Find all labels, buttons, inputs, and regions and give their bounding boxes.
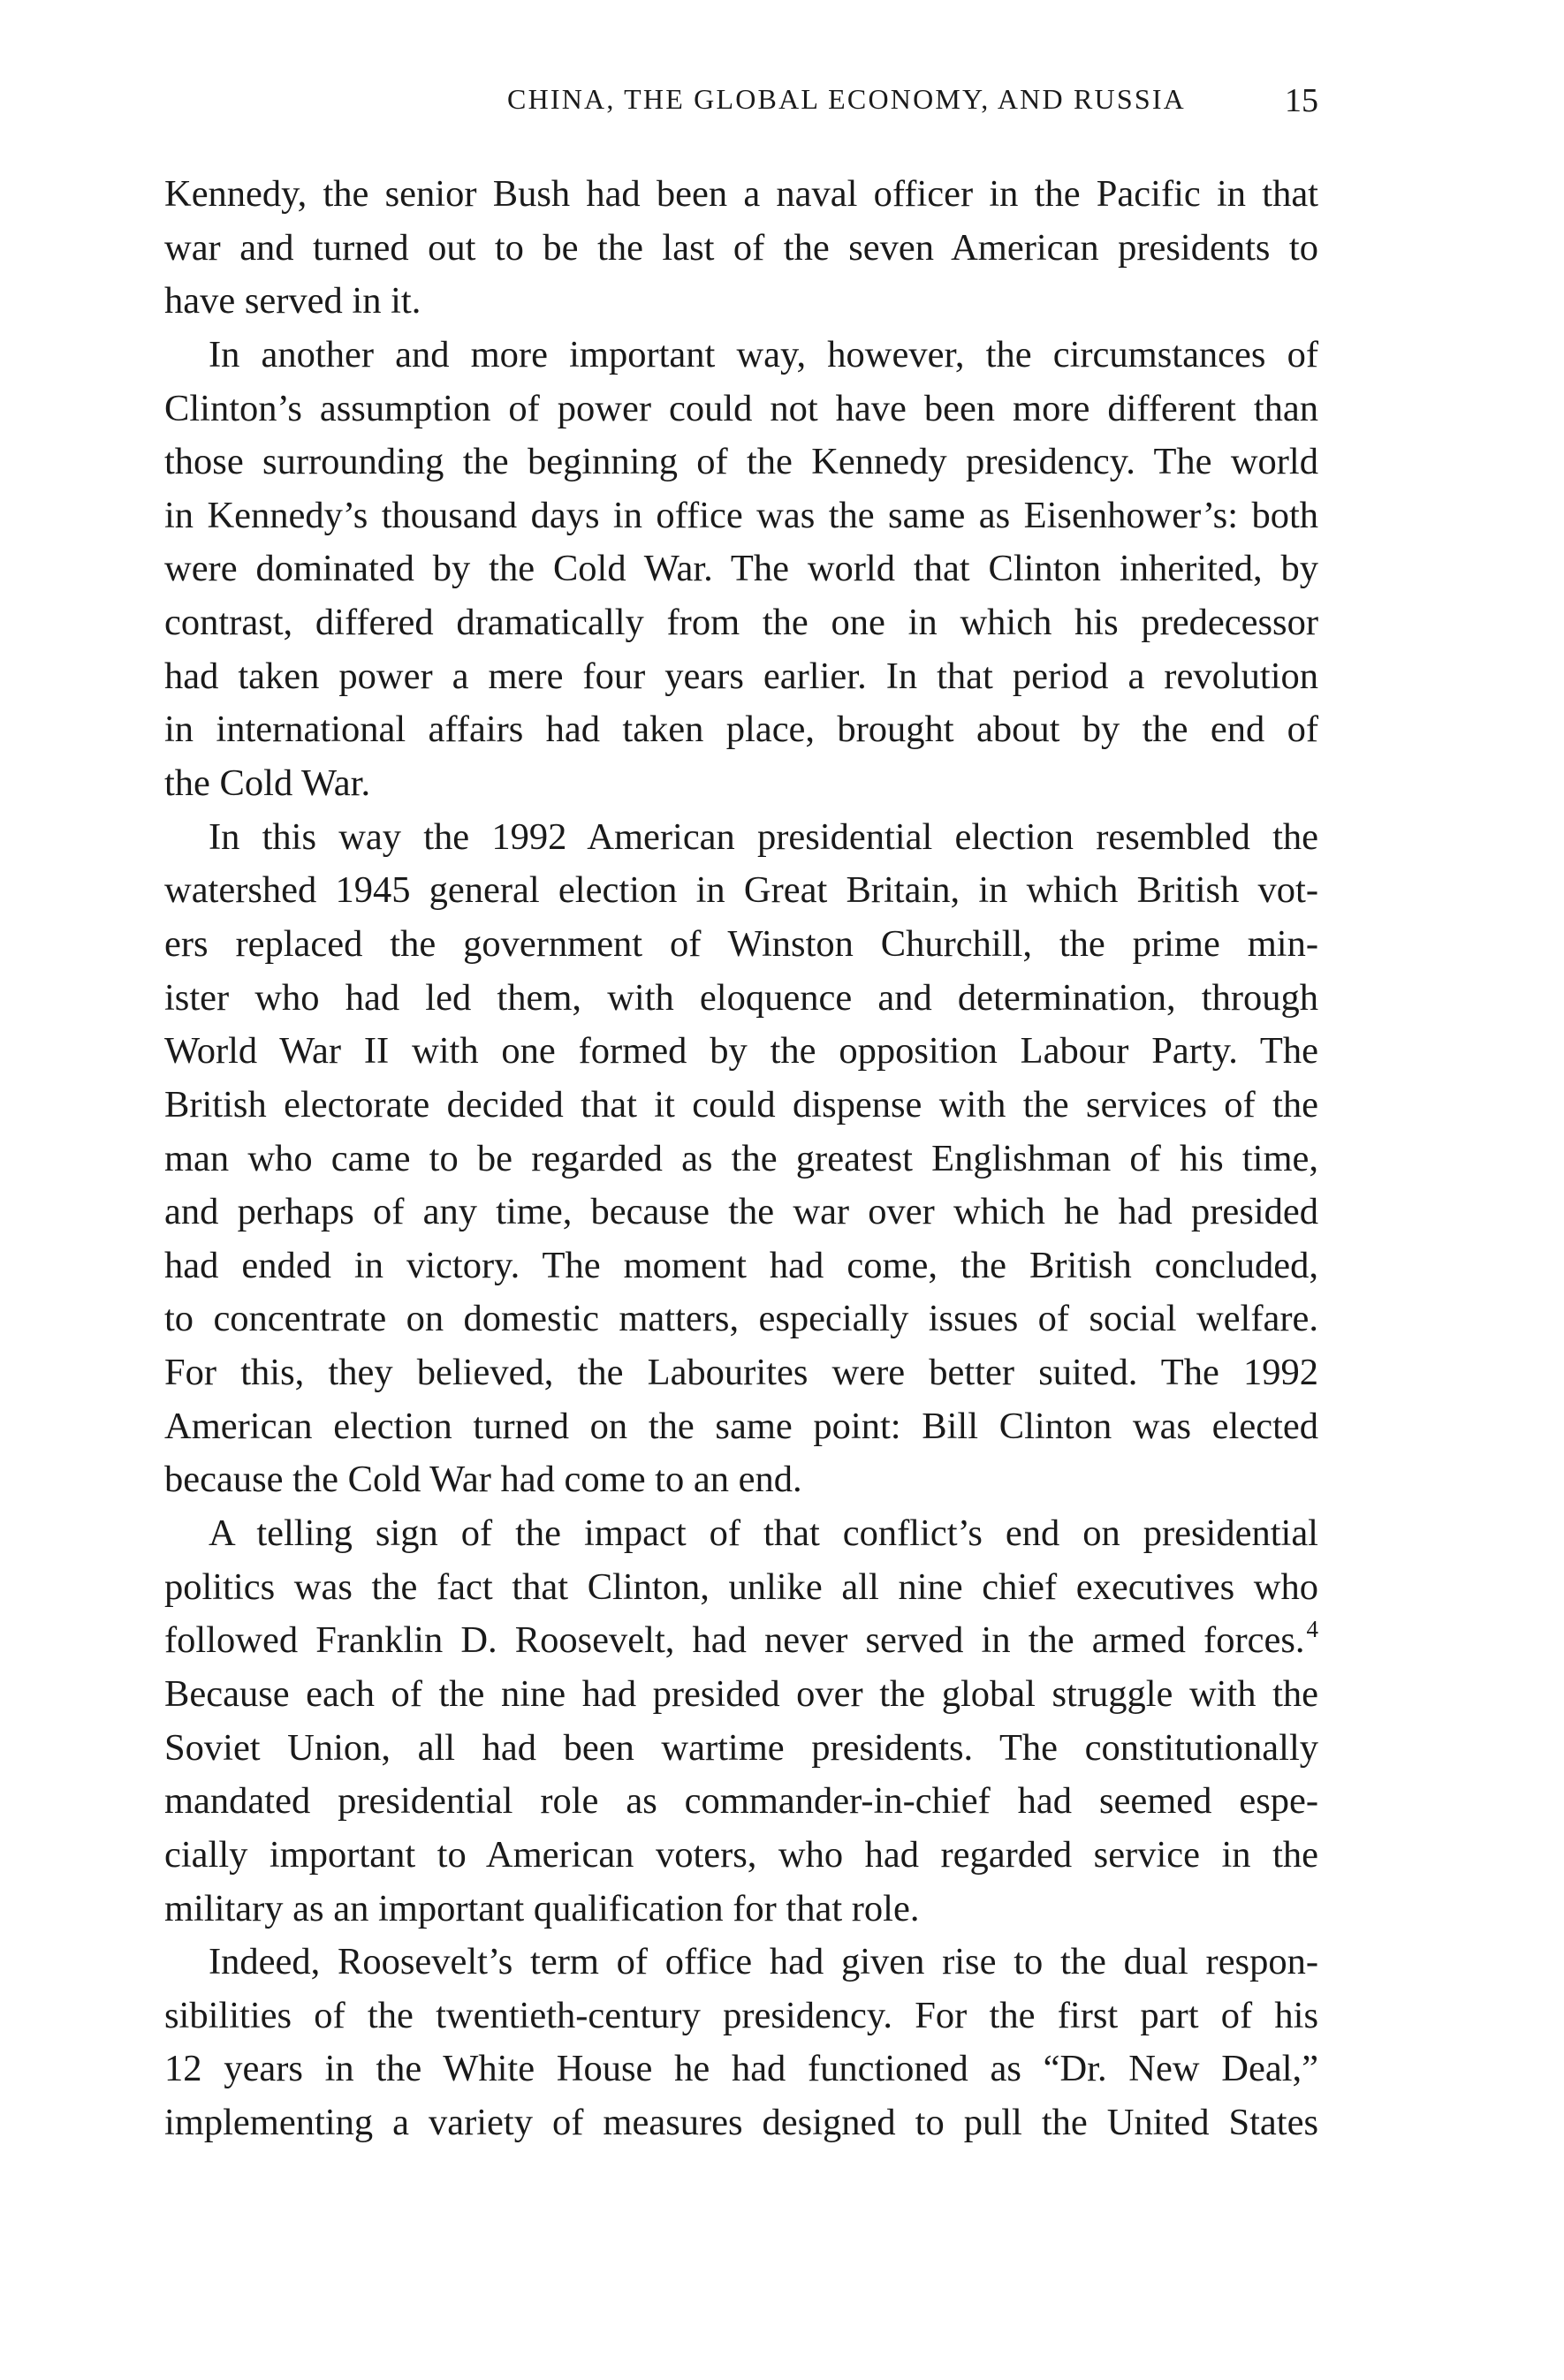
text-line-content: In another and more important way, however, the circumstances of [209,333,1318,375]
text-line [164,757,1318,811]
text-line-content: and perhaps of any time, because the war over which he had presided [164,1191,1318,1233]
text-line-content: cially important to American voters, who had regarded service in the [164,1833,1318,1876]
text-line [164,1775,1318,1829]
text-line [164,972,1318,1026]
text-line [164,436,1318,489]
text-line [164,1239,1318,1293]
text-line [164,2096,1318,2150]
text-line-content: war and turned out to be the last of the seven American presidents to [164,226,1318,269]
text-line [164,542,1318,596]
text-line-content: contrast, differed dramatically from the one in which his predecessor [164,602,1318,644]
text-line-content: in international affairs had taken place, brought about by the end of [164,709,1318,751]
text-line [164,2043,1318,2096]
text-line-content: watershed 1945 general election in Great Britain, in which British vot- [164,869,1318,912]
text-line-content: politics was the fact that Clinton, unlike all nine chief executives who [164,1565,1318,1608]
text-line [164,1186,1318,1239]
text-line-content: the Cold War. [164,762,371,805]
text-line-content: Indeed, Roosevelt’s term of office had given rise to the dual respon- [209,1941,1318,1983]
text-line [164,1133,1318,1186]
running-title: CHINA, THE GLOBAL ECONOMY, AND RUSSIA [507,83,1186,115]
text-line-content: have served in it. [164,280,421,322]
text-line-content: man who came to be regarded as the greatest Englishman of his time, [164,1137,1318,1179]
text-line [164,1614,1318,1668]
text-line [164,1400,1318,1454]
text-line [164,383,1318,436]
text-line [164,1668,1318,1722]
footnote-reference: 4 [1306,1616,1318,1643]
text-line [164,1829,1318,1883]
text-line-content: had ended in victory. The moment had come, the British concluded, [164,1244,1318,1286]
text-line-content: Kennedy, the senior Bush had been a naval officer in the Pacific in that [164,173,1318,215]
text-line-content: had taken power a mere four years earlier. In that period a revolution [164,655,1318,697]
text-line [164,811,1318,865]
text-line-content: mandated presidential role as commander-in-chief had seemed espe- [164,1780,1318,1823]
text-line-content: sibilities of the twentieth-century presidency. For the first part of his [164,1994,1318,2036]
text-line [164,1883,1318,1937]
text-line [164,1346,1318,1400]
text-line [164,1025,1318,1079]
text-line-content: Because each of the nine had presided over the global struggle with the [164,1672,1318,1715]
text-line-content: American election turned on the same point: Bill Clinton was elected [164,1405,1318,1447]
text-line-content: 12 years in the White House he had functioned as “Dr. New Deal,” [164,2048,1318,2090]
text-line-content: ister who had led them, with eloquence and determination, through [164,976,1318,1019]
text-line [164,222,1318,276]
text-line-content: those surrounding the beginning of the Kennedy presidency. The world [164,441,1318,483]
text-line [164,703,1318,757]
text-line [164,650,1318,704]
text-line [164,596,1318,650]
text-line-content: British electorate decided that it could dispense with the services of the [164,1083,1318,1126]
text-line [164,918,1318,972]
text-line [164,1079,1318,1133]
text-line [164,1561,1318,1615]
text-line-content: implementing a variety of measures designed to pull the United States [164,2102,1318,2144]
text-line [164,1722,1318,1776]
text-line-content: in Kennedy’s thousand days in office was the same as Eisenhower’s: both [164,494,1318,536]
text-line-content: For this, they believed, the Labourites were better suited. The 1992 [164,1352,1318,1394]
page-number: 15 [1285,82,1318,119]
text-line [164,1453,1318,1507]
text-line [164,329,1318,383]
text-line-content: ers replaced the government of Winston Churchill, the prime min- [164,922,1318,965]
text-line-content: In this way the 1992 American presidential election resembled the [209,815,1318,858]
text-line [164,1936,1318,1990]
text-line [164,1990,1318,2043]
text-line-content: Soviet Union, all had been wartime presidents. The constitutionally [164,1726,1318,1769]
body-text [164,168,1318,2150]
text-line-content: because the Cold War had come to an end. [164,1459,802,1501]
text-line-content: followed Franklin D. Roosevelt, had never served in the armed forces. [164,1619,1305,1662]
text-line-content: military as an important qualification for that role. [164,1887,920,1929]
text-line [164,1507,1318,1561]
text-line [164,1292,1318,1346]
text-line [164,168,1318,222]
text-line [164,275,1318,329]
text-line-content: to concentrate on domestic matters, especially issues of social welfare. [164,1298,1318,1340]
text-line-content: World War II with one formed by the opposition Labour Party. The [164,1030,1318,1073]
running-header [164,83,1318,127]
text-line-content: A telling sign of the impact of that conflict’s end on presidential [209,1512,1318,1555]
text-line-content: were dominated by the Cold War. The world that Clinton inherited, by [164,548,1318,590]
text-line [164,864,1318,918]
text-line-content: Clinton’s assumption of power could not have been more different than [164,387,1318,429]
text-line [164,489,1318,543]
